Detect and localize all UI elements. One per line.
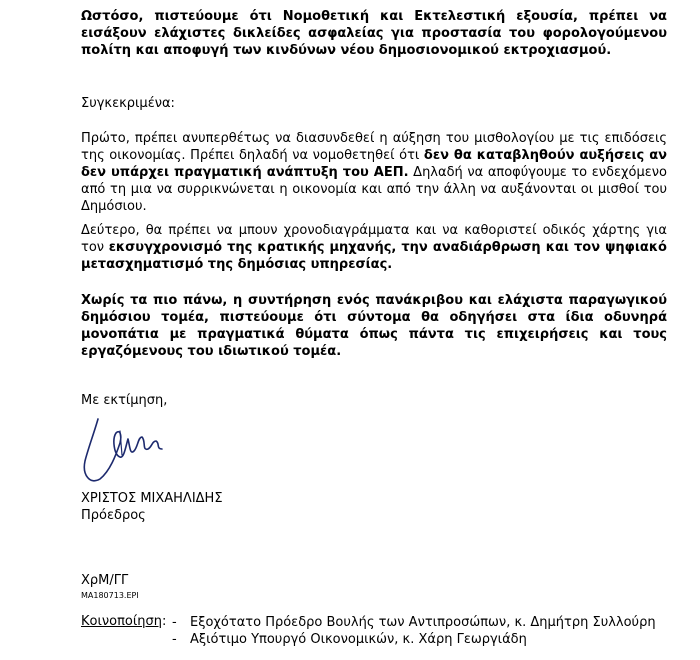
second-point-emphasis: εκσυγχρονισμό της κρατικής μηχανής, την αναδιάρθρωση και τον ψηφιακό μετασχηματισμό της δημόσιας υπηρεσίας. xyxy=(81,240,667,272)
cc-recipient: Εξοχότατο Πρόεδρο Βουλής των Αντιπροσώπων, κ. Δημήτρη Συλλούρη xyxy=(190,615,656,630)
closing-salutation: Με εκτίμηση, xyxy=(81,393,168,408)
handwritten-signature xyxy=(76,415,172,487)
cc-label-colon: : xyxy=(162,614,167,629)
conclusion-paragraph: Χωρίς τα πιο πάνω, η συντήρηση ενός πανάκριβου και ελάχιστα παραγωγικού δημόσιου τομέα, πιστεύουμε ότι σύντομα θα οδηγήσει στα ίδια οδυνηρά μονοπάτια με πραγματικά θύματα όπως πάντα τις επιχειρήσεις και τους εργαζόμενους του ιδιωτικού τομέα. xyxy=(81,293,667,359)
first-point-paragraph xyxy=(81,130,667,215)
reference-code: MA180713.EPI xyxy=(81,591,139,600)
second-point-paragraph xyxy=(81,222,667,273)
signatory-name: ΧΡΙΣΤΟΣ ΜΙΧΑΗΛΙΔΗΣ xyxy=(81,491,223,506)
cc-dash: - xyxy=(172,615,177,630)
first-point-text: Πρώτο, πρέπει ανυπερθέτως να διασυνδεθεί η αύξηση του μισθολογίου με τις επιδόσεις της οικονομίας. Πρέπει δηλαδή να νομοθετηθεί ότι xyxy=(81,131,667,163)
signatory-title: Πρόεδρος xyxy=(81,508,146,523)
specifically-label: Συγκεκριμένα: xyxy=(81,96,175,111)
first-point-continuation: Δηλαδή να αποφύγουμε το ενδεχόμενο από τη μια να συρρικνώνεται η οικονομία και από την άλλη να αυξάνονται οι μισθοί του Δημόσιου. xyxy=(81,165,667,214)
reference-initials: ΧρΜ/ΓΓ xyxy=(81,573,129,588)
cc-label xyxy=(81,614,166,629)
cc-list-item xyxy=(172,614,656,631)
second-point-text: Δεύτερο, θα πρέπει να μπουν χρονοδιαγράμματα και να καθοριστεί οδικός χάρτης για τον xyxy=(81,223,667,255)
cc-dash: - xyxy=(172,632,177,647)
intro-paragraph: Ωστόσο, πιστεύουμε ότι Νομοθετική και Εκτελεστική εξουσία, πρέπει να εισάξουν ελάχιστες δικλείδες ασφαλείας για προστασία του φορολογούμενου πολίτη και αποφυγή των κινδύνων νέου δημοσιονομικού εκτροχιασμού. xyxy=(81,9,667,58)
cc-label-text: Κοινοποίηση xyxy=(81,614,162,629)
cc-list-item xyxy=(172,631,656,648)
cc-recipient: Αξιότιμο Υπουργό Οικονομικών, κ. Χάρη Γεωργιάδη xyxy=(190,632,527,647)
cc-list xyxy=(172,614,656,648)
first-point-emphasis: δεν θα καταβληθούν αυξήσεις αν δεν υπάρχει πραγματική ανάπτυξη του ΑΕΠ. xyxy=(81,148,667,180)
